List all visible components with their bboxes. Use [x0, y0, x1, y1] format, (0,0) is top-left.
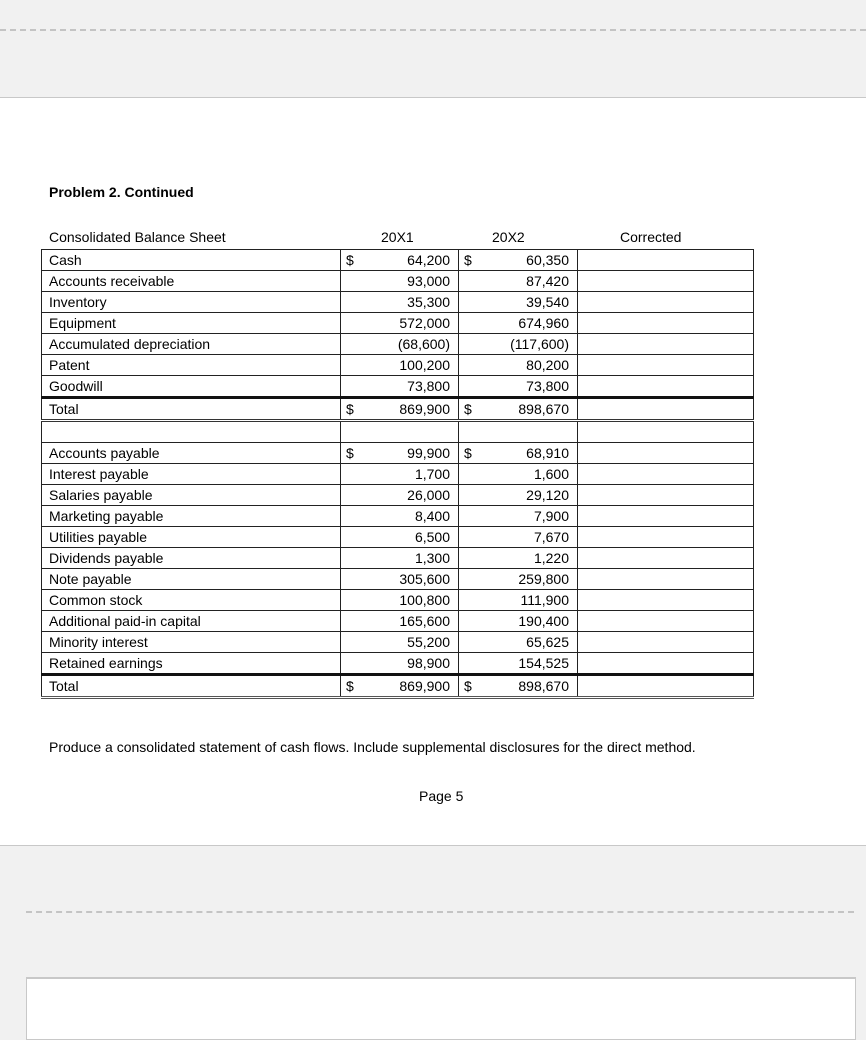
row-label [42, 398, 341, 421]
table-row [42, 485, 754, 506]
corrected-cell[interactable] [578, 632, 754, 653]
value-20x2 [459, 376, 578, 398]
value-20x2-value: 674,960 [518, 315, 569, 331]
value-20x2-value: 1,600 [533, 466, 569, 482]
corrected-cell[interactable] [578, 398, 754, 421]
row-label [42, 653, 341, 675]
value-20x2-value: 1,220 [533, 550, 569, 566]
table-row [42, 653, 754, 675]
row-label-value: Total [49, 678, 79, 694]
value-20x2 [459, 653, 578, 675]
value-20x1-value: 305,600 [399, 571, 450, 587]
table-row [42, 398, 754, 421]
row-label-value: Patent [49, 357, 90, 373]
value-20x2 [459, 485, 578, 506]
value-20x2 [459, 632, 578, 653]
row-label-value: Marketing payable [49, 508, 164, 524]
corrected-cell[interactable] [578, 443, 754, 464]
row-label [42, 334, 341, 355]
corrected-cell[interactable] [578, 271, 754, 292]
row-label [42, 548, 341, 569]
value-20x1-value: 99,900 [407, 445, 450, 461]
value-20x2 [459, 250, 578, 271]
row-label-value: Dividends payable [49, 550, 164, 566]
value-20x2 [459, 334, 578, 355]
corrected-cell[interactable] [578, 313, 754, 334]
value-20x1 [341, 376, 459, 398]
row-label-value: Minority interest [49, 634, 148, 650]
table-row [42, 506, 754, 527]
corrected-cell[interactable] [578, 292, 754, 313]
row-label-value: Cash [49, 252, 82, 268]
row-label-value: Utilities payable [49, 529, 148, 545]
dollar-sign: $ [464, 445, 472, 461]
value-20x1-value: 100,200 [399, 357, 450, 373]
row-label-value: Salaries payable [49, 487, 153, 503]
value-20x2-value: 29,120 [526, 487, 569, 503]
table-row [42, 334, 754, 355]
dollar-sign: $ [346, 401, 354, 417]
value-20x2 [459, 443, 578, 464]
corrected-cell[interactable] [578, 334, 754, 355]
value-20x2-value: 898,670 [518, 401, 569, 417]
value-20x1-value: 869,900 [399, 678, 450, 694]
corrected-cell[interactable] [578, 527, 754, 548]
value-20x1-value: 26,000 [407, 487, 450, 503]
spacer-row [42, 421, 754, 443]
value-20x1 [341, 443, 459, 464]
value-20x1-value: 93,000 [407, 273, 450, 289]
balance-sheet-title: Consolidated Balance Sheet [49, 229, 226, 245]
corrected-cell[interactable] [578, 376, 754, 398]
table-row [42, 611, 754, 632]
dollar-sign: $ [346, 678, 354, 694]
row-label-value: Goodwill [49, 378, 103, 394]
table-row [42, 675, 754, 698]
value-20x2-value: 7,900 [533, 508, 569, 524]
value-20x1 [341, 485, 459, 506]
row-label [42, 590, 341, 611]
value-20x1 [341, 675, 459, 698]
corrected-cell[interactable] [578, 506, 754, 527]
corrected-cell[interactable] [578, 355, 754, 376]
value-20x2-value: 80,200 [526, 357, 569, 373]
value-20x2 [459, 527, 578, 548]
empty-cell [341, 421, 459, 443]
value-20x1 [341, 548, 459, 569]
value-20x1-value: 165,600 [399, 613, 450, 629]
value-20x1-value: 869,900 [399, 401, 450, 417]
value-20x1-value: 1,300 [414, 550, 450, 566]
value-20x1-value: 64,200 [407, 252, 450, 268]
value-20x1 [341, 313, 459, 334]
value-20x1 [341, 271, 459, 292]
row-label [42, 464, 341, 485]
row-label [42, 292, 341, 313]
value-20x2 [459, 675, 578, 698]
value-20x1-value: 55,200 [407, 634, 450, 650]
instruction-text: Produce a consolidated statement of cash flows. Include supplemental disclosures for the direct method. [49, 739, 696, 755]
corrected-cell[interactable] [578, 653, 754, 675]
table-row [42, 548, 754, 569]
value-20x1 [341, 334, 459, 355]
row-label-value: Accumulated depreciation [49, 336, 211, 352]
value-20x1 [341, 292, 459, 313]
value-20x1 [341, 398, 459, 421]
row-label [42, 271, 341, 292]
row-label-value: Total [49, 401, 79, 417]
dollar-sign: $ [346, 445, 354, 461]
row-label-value: Accounts payable [49, 445, 160, 461]
value-20x2 [459, 611, 578, 632]
row-label-value: Inventory [49, 294, 107, 310]
value-20x2 [459, 313, 578, 334]
page-break-divider [26, 911, 854, 913]
table-row [42, 632, 754, 653]
corrected-cell[interactable] [578, 611, 754, 632]
corrected-cell[interactable] [578, 548, 754, 569]
answer-input-box[interactable] [26, 977, 856, 1040]
row-label [42, 485, 341, 506]
row-label [42, 527, 341, 548]
dollar-sign: $ [464, 252, 472, 268]
value-20x1 [341, 250, 459, 271]
value-20x2 [459, 355, 578, 376]
row-label-value: Retained earnings [49, 655, 163, 671]
value-20x2 [459, 548, 578, 569]
value-20x2-value: 7,670 [533, 529, 569, 545]
row-label [42, 376, 341, 398]
table-row [42, 464, 754, 485]
value-20x2-value: 65,625 [526, 634, 569, 650]
table-row [42, 590, 754, 611]
value-20x2 [459, 464, 578, 485]
value-20x1 [341, 632, 459, 653]
row-label-value: Note payable [49, 571, 132, 587]
value-20x2-value: 39,540 [526, 294, 569, 310]
row-label-value: Additional paid-in capital [49, 613, 201, 629]
value-20x1-value: 572,000 [399, 315, 450, 331]
table-row [42, 313, 754, 334]
value-20x1-value: 6,500 [414, 529, 450, 545]
row-label-value: Equipment [49, 315, 116, 331]
table-row [42, 443, 754, 464]
value-20x2-value: 68,910 [526, 445, 569, 461]
value-20x2 [459, 569, 578, 590]
dollar-sign: $ [346, 252, 354, 268]
table-row [42, 376, 754, 398]
row-label-value: Accounts receivable [49, 273, 175, 289]
table-row [42, 355, 754, 376]
value-20x2 [459, 271, 578, 292]
row-label [42, 506, 341, 527]
corrected-cell[interactable] [578, 250, 754, 271]
empty-cell[interactable] [578, 421, 754, 443]
row-label [42, 355, 341, 376]
value-20x1-value: 35,300 [407, 294, 450, 310]
value-20x1-value: 73,800 [407, 378, 450, 394]
table-row [42, 250, 754, 271]
balance-sheet-table [41, 249, 754, 699]
value-20x1 [341, 653, 459, 675]
problem-title: Problem 2. Continued [49, 184, 194, 200]
column-header-20x1: 20X1 [381, 229, 414, 245]
value-20x2-value: 87,420 [526, 273, 569, 289]
value-20x2-value: 190,400 [518, 613, 569, 629]
row-label [42, 443, 341, 464]
row-label-value: Common stock [49, 592, 143, 608]
value-20x1 [341, 355, 459, 376]
row-label [42, 675, 341, 698]
value-20x2-value: 73,800 [526, 378, 569, 394]
value-20x1-value: (68,600) [397, 336, 450, 352]
value-20x1 [341, 590, 459, 611]
table-row [42, 527, 754, 548]
empty-cell [459, 421, 578, 443]
viewer-top-band [0, 0, 866, 96]
table-row [42, 569, 754, 590]
corrected-cell[interactable] [578, 569, 754, 590]
value-20x2-value: 154,525 [518, 655, 569, 671]
row-label [42, 611, 341, 632]
row-label [42, 313, 341, 334]
table-row [42, 271, 754, 292]
value-20x2-value: 111,900 [520, 592, 569, 608]
corrected-cell[interactable] [578, 590, 754, 611]
page-number: Page 5 [419, 788, 464, 804]
empty-cell [42, 421, 341, 443]
value-20x2-value: 898,670 [518, 678, 569, 694]
row-label [42, 632, 341, 653]
value-20x1 [341, 611, 459, 632]
document-page [0, 97, 866, 846]
corrected-cell[interactable] [578, 675, 754, 698]
dollar-sign: $ [464, 401, 472, 417]
value-20x1-value: 98,900 [407, 655, 450, 671]
corrected-cell[interactable] [578, 485, 754, 506]
value-20x2-value: (117,600) [510, 336, 569, 352]
page-break-divider [0, 29, 866, 31]
value-20x2-value: 60,350 [526, 252, 569, 268]
column-header-corrected: Corrected [620, 229, 682, 245]
value-20x2 [459, 292, 578, 313]
value-20x1-value: 8,400 [414, 508, 450, 524]
value-20x1-value: 100,800 [399, 592, 450, 608]
value-20x2 [459, 590, 578, 611]
row-label [42, 569, 341, 590]
value-20x1 [341, 464, 459, 485]
value-20x2 [459, 506, 578, 527]
column-header-20x2: 20X2 [492, 229, 525, 245]
value-20x1 [341, 527, 459, 548]
value-20x1 [341, 569, 459, 590]
table-row [42, 292, 754, 313]
value-20x2 [459, 398, 578, 421]
row-label-value: Interest payable [49, 466, 149, 482]
corrected-cell[interactable] [578, 464, 754, 485]
value-20x1-value: 1,700 [414, 466, 450, 482]
row-label [42, 250, 341, 271]
dollar-sign: $ [464, 678, 472, 694]
value-20x1 [341, 506, 459, 527]
value-20x2-value: 259,800 [518, 571, 569, 587]
